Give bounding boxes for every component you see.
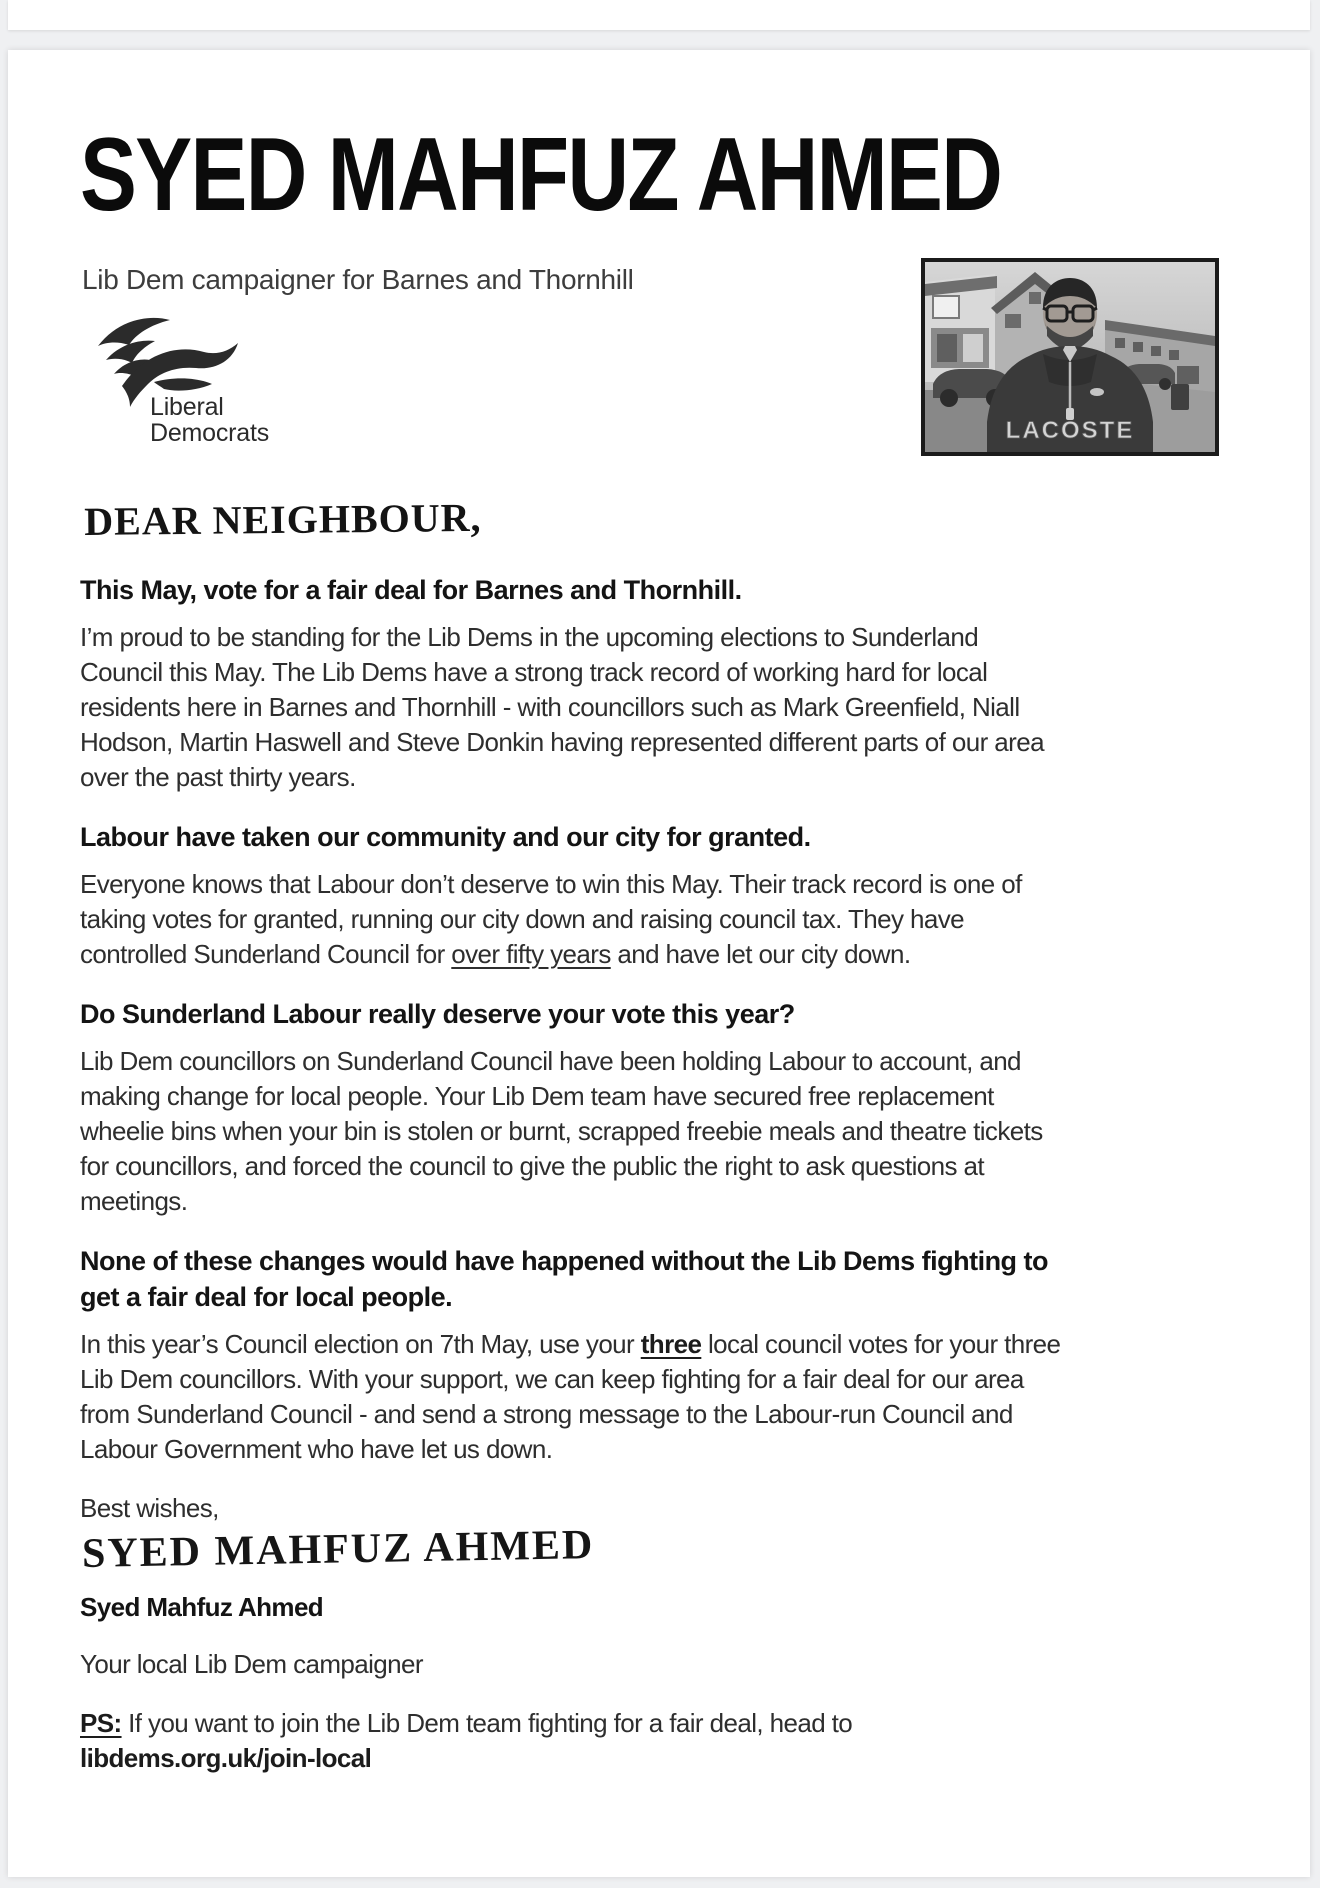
paragraph-labour: [80, 867, 1062, 972]
ps-join-url: libdems.org.uk/join-local: [80, 1743, 372, 1773]
section-heading-intro: This May, vote for a fair deal for Barnes and Thornhill.: [80, 575, 742, 605]
page-title: [80, 117, 1240, 233]
salutation-handwriting: DEAR NEIGHBOUR,: [84, 494, 482, 544]
paragraph-intro: I’m proud to be standing for the Lib Dems in the upcoming elections to Sunderland Council this May. The Lib Dems have a strong track record of working hard for local residents here in Barnes and Thornhill - with councillors such as Mark Greenfield, Niall Hodson, Martin Haswell and Steve Donkin having represented different parts of our area over the past thirty years.: [80, 622, 1044, 792]
ps-text: If you want to join the Lib Dem team fighting for a fair deal, head to: [121, 1708, 853, 1738]
ps-label: PS:: [80, 1708, 122, 1738]
page-title-text: SYED MAHFUZ AHMED: [80, 117, 1002, 233]
signed-role: Your local Lib Dem campaigner: [80, 1649, 423, 1679]
libdem-logo-line2: Democrats: [150, 419, 270, 447]
previous-page-edge: [8, 0, 1310, 30]
libdem-logo-line1: Liberal: [150, 393, 224, 421]
ps-note: [80, 1706, 1062, 1776]
libdem-logo-text: [150, 394, 269, 446]
page-subtitle: Lib Dem campaigner for Barnes and Thornhill: [82, 264, 634, 295]
candidate-photo-illustration: [925, 262, 1215, 452]
paragraph-changes: [80, 1327, 1062, 1467]
closing-regards: Best wishes,: [80, 1493, 219, 1523]
candidate-photo: [921, 258, 1219, 456]
paragraph-changes-post: local council votes for your three Lib Dem councillors. With your support, we can keep fighting for a fair deal for our area from Sunderland Council - and send a strong message to the Labour-run Council and Labour Government who have let us down.: [80, 1329, 1061, 1464]
paragraph-labour-post: and have let our city down.: [610, 939, 911, 969]
libdem-logo: [92, 308, 312, 458]
hoodie-brand-text: LACOSTE: [1005, 417, 1135, 444]
section-heading-changes: None of these changes would have happened without the Lib Dems fighting to get a fair deal for local people.: [80, 1246, 1049, 1312]
paragraph-labour-pre: Everyone knows that Labour don’t deserve to win this May. Their track record is one of taking votes for granted, running our city down and raising council tax. They have controlled Sunderland Council for: [80, 869, 1022, 969]
paragraph-changes-pre: In this year’s Council election on 7th May, use your: [80, 1329, 641, 1359]
signed-name: Syed Mahfuz Ahmed: [80, 1592, 324, 1622]
underlined-over-fifty-years: over fifty years: [451, 939, 611, 969]
leaflet-page: [8, 50, 1310, 1877]
signature-handwriting: SYED MAHFUZ AHMED: [81, 1522, 595, 1577]
bold-underlined-three: three: [640, 1329, 702, 1359]
section-heading-deserve: Do Sunderland Labour really deserve your vote this year?: [80, 999, 795, 1029]
section-heading-labour: Labour have taken our community and our city for granted.: [80, 822, 811, 852]
letter-body: [80, 494, 1062, 1776]
paragraph-deserve: Lib Dem councillors on Sunderland Council have been holding Labour to account, and making change for local people. Your Lib Dem team have secured free replacement wheelie bins when your bin is stolen or burnt, scrapped freebie meals and theatre tickets for councillors, and forced the council to give the public the right to ask questions at meetings.: [80, 1046, 1043, 1216]
